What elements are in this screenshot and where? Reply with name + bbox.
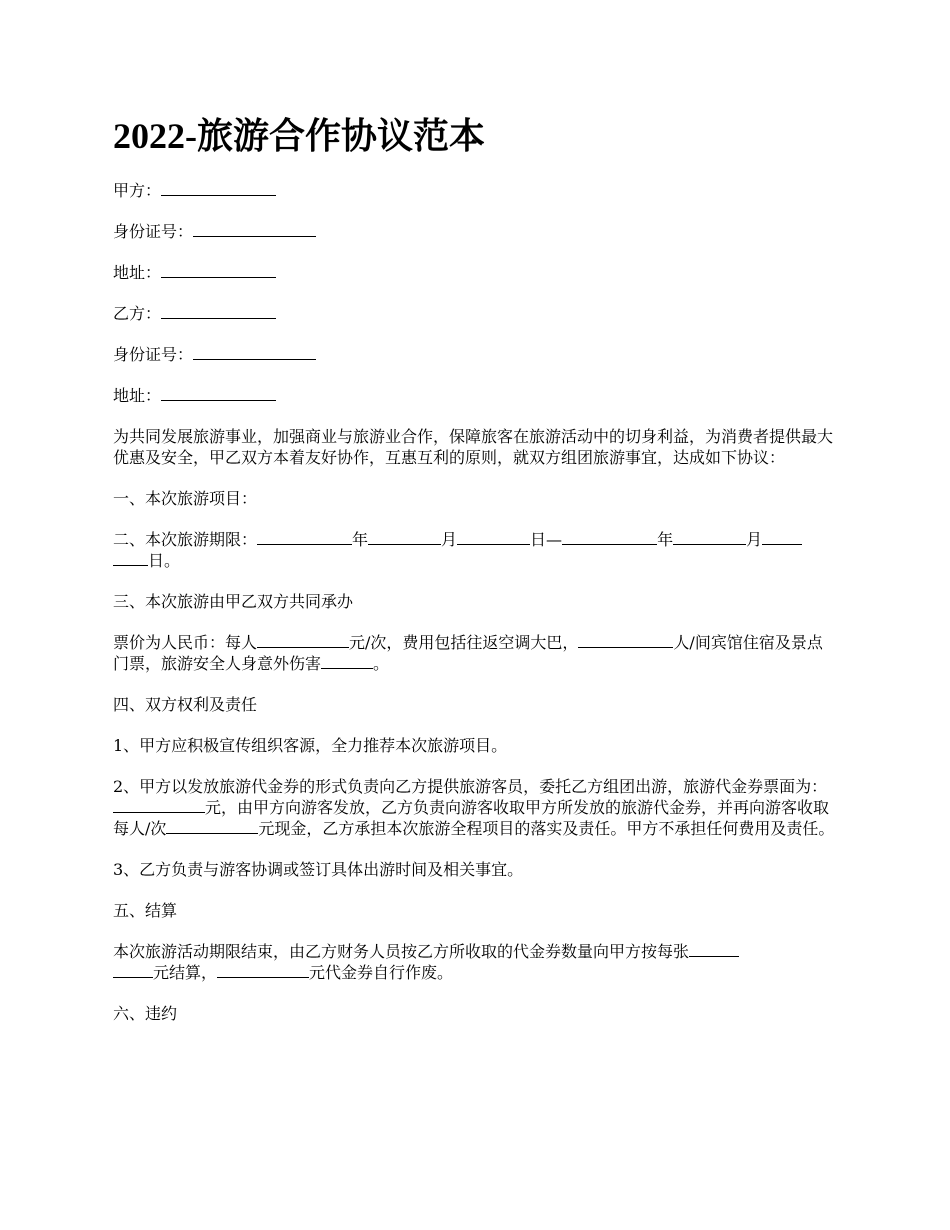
intro-paragraph: 为共同发展旅游事业，加强商业与旅游业合作，保障旅客在旅游活动中的切身利益，为消费者提供最大优惠及安全，甲乙双方本着友好协作，互惠互利的原则，就双方组团旅游事宜，达成如下协议： <box>113 427 834 467</box>
blank-day-end-a <box>762 529 802 545</box>
settle-prefix: 本次旅游活动期限结束，由乙方财务人员按乙方所收取的代金券数量向甲方按每张 <box>113 942 690 961</box>
document-title: 2022-旅游合作协议范本 <box>113 116 485 156</box>
blank-cash <box>166 818 258 834</box>
blank-year-end <box>562 529 657 545</box>
price-end: 。 <box>373 654 390 673</box>
r2-end: 元现金，乙方承担本次旅游全程项目的落实及责任。甲方不承担任何费用及责任。 <box>258 819 835 838</box>
party-a-blank <box>161 180 276 196</box>
blank-day-start <box>457 529 530 545</box>
month-start-unit: 月 <box>441 530 458 549</box>
blank-void-voucher <box>217 962 309 978</box>
month-end-unit: 月 <box>746 530 763 549</box>
section-2-period <box>113 529 838 571</box>
party-a-address-blank <box>161 262 276 278</box>
blank-insurance <box>321 653 373 669</box>
responsibility-3: 3、乙方负责与游客协调或签订具体出游时间及相关事宜。 <box>113 860 524 879</box>
blank-per-voucher-b <box>113 962 153 978</box>
section-6-heading: 六、违约 <box>113 1004 178 1023</box>
party-b-id-field <box>113 344 838 365</box>
year-start-unit: 年 <box>352 530 369 549</box>
settle-end: 元代金券自行作废。 <box>309 963 454 982</box>
blank-price <box>257 632 349 648</box>
responsibility-2 <box>113 776 838 839</box>
section-3-heading: 三、本次旅游由甲乙双方共同承办 <box>113 592 354 611</box>
party-b-id-label: 身份证号： <box>113 345 194 364</box>
settlement-paragraph <box>113 941 838 983</box>
party-a-field <box>113 180 838 201</box>
ticket-price-paragraph <box>113 632 838 674</box>
responsibility-1: 1、甲方应积极宣传组织客源，全力推荐本次旅游项目。 <box>113 736 508 755</box>
party-b-field <box>113 303 838 324</box>
section-5-heading: 五、结算 <box>113 901 178 920</box>
blank-day-end-b <box>113 550 148 566</box>
blank-month-end <box>673 529 746 545</box>
r2-prefix: 2、甲方以发放旅游代金券的形式负责向乙方提供旅游客员，委托乙方组团出游，旅游代金券票面为： <box>113 777 828 796</box>
blank-month-start <box>368 529 441 545</box>
document-page <box>113 110 838 1044</box>
party-a-address-field <box>113 262 838 283</box>
blank-room <box>578 632 673 648</box>
party-a-id-field <box>113 221 838 242</box>
price-mid1: 元/次，费用包括往返空调大巴， <box>349 633 579 652</box>
section-1-heading: 一、本次旅游项目： <box>113 489 258 508</box>
party-b-address-label: 地址： <box>113 386 162 405</box>
party-a-address-label: 地址： <box>113 263 162 282</box>
party-a-id-blank <box>193 221 316 237</box>
r2-mid: 元，由甲方向游客发放，乙方负责向游客收取甲方所发放的旅游代金券，并再向游客收取每人/次 <box>113 798 830 838</box>
blank-year-start <box>257 529 352 545</box>
party-b-id-blank <box>193 344 316 360</box>
period-label: 二、本次旅游期限： <box>113 530 258 549</box>
blank-voucher-face <box>113 797 205 813</box>
party-b-address-blank <box>161 385 276 401</box>
section-4-heading: 四、双方权利及责任 <box>113 695 258 714</box>
blank-per-voucher-a <box>689 941 739 957</box>
party-a-label: 甲方： <box>113 181 162 200</box>
price-prefix: 票价为人民币：每人 <box>113 633 258 652</box>
year-end-unit: 年 <box>657 530 674 549</box>
party-a-id-label: 身份证号： <box>113 222 194 241</box>
party-b-address-field <box>113 385 838 406</box>
day-end-unit: 日。 <box>148 551 181 570</box>
party-b-blank <box>161 303 276 319</box>
party-b-label: 乙方： <box>113 304 162 323</box>
price-mid2: 人/间宾馆住宿及景点门票，旅游安全人身意外伤害 <box>113 633 823 673</box>
settle-mid: 元结算， <box>153 963 218 982</box>
day-start-unit: 日— <box>530 530 563 549</box>
